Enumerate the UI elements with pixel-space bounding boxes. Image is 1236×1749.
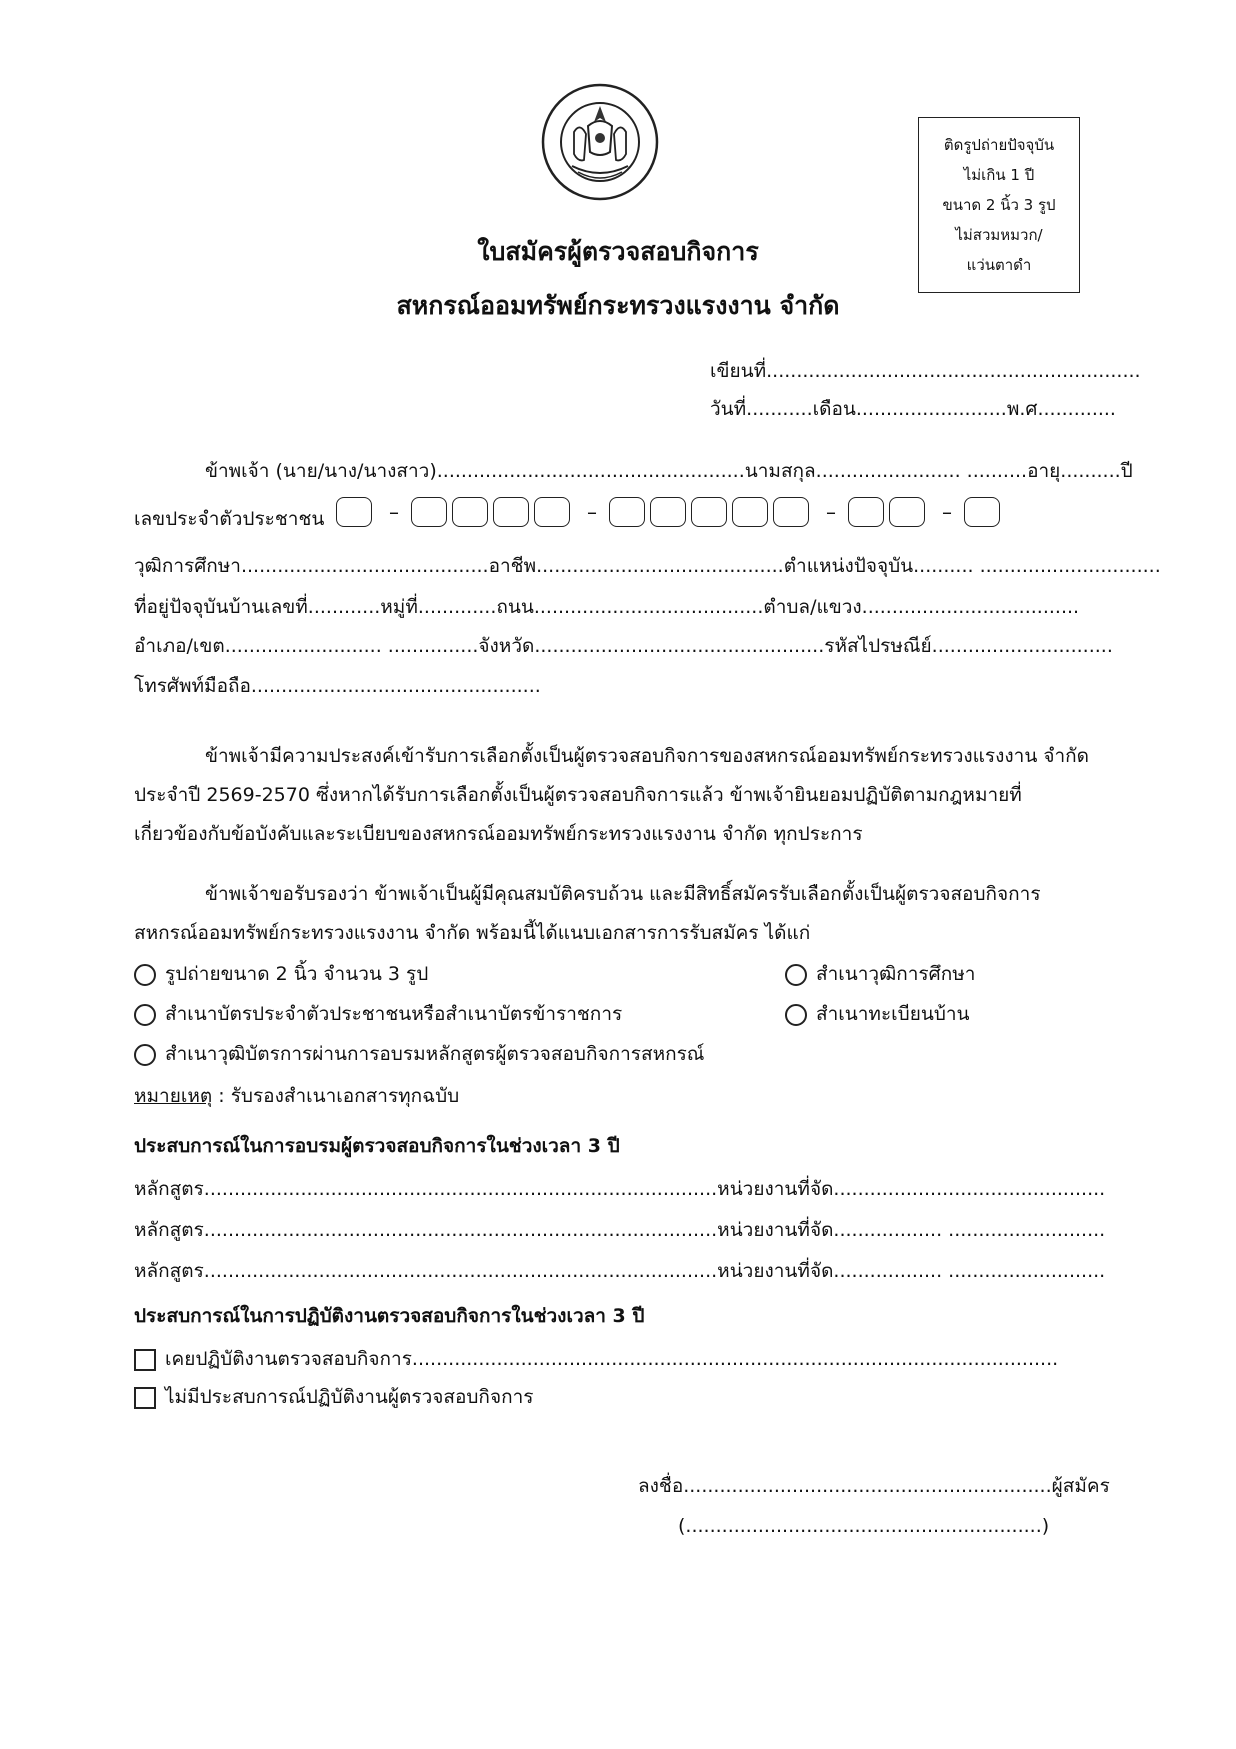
id-digit-box[interactable] — [889, 497, 925, 527]
experience-no-label: ไม่มีประสบการณ์ปฏิบัติงานผู้ตรวจสอบกิจการ — [165, 1386, 534, 1408]
radio-circle-icon[interactable] — [134, 1044, 156, 1066]
mobile-phone-field[interactable]: โทรศัพท์มือถือ................................................ — [134, 675, 541, 697]
date-field[interactable]: วันที่...........เดือน.........................พ.ศ............. — [710, 398, 1116, 420]
declaration-line: ข้าพเจ้ามีความประสงค์เข้ารับการเลือกตั้งเป็นผู้ตรวจสอบกิจการของสหกรณ์ออมทรัพย์กระทรวงแรงงาน จำกัด — [205, 745, 1090, 767]
radio-circle-icon[interactable] — [134, 1004, 156, 1026]
id-digit-box[interactable] — [732, 497, 768, 527]
printed-name-field[interactable]: (...........................................................) — [678, 1515, 1050, 1537]
doc-education-label: สำเนาวุฒิการศึกษา — [816, 963, 976, 985]
doc-photo-label: รูปถ่ายขนาด 2 นิ้ว จำนวน 3 รูป — [165, 963, 429, 985]
form-subtitle: สหกรณ์ออมทรัพย์กระทรวงแรงงาน จำกัด — [396, 291, 840, 320]
training-course-field[interactable]: หลักสูตร.....................................................................................หน่วยงานที่จัด.................. .......................... — [134, 1219, 1106, 1241]
id-separator: – — [587, 500, 597, 524]
declaration-line: ประจำปี 2569-2570 ซึ่งหากได้รับการเลือกตั้งเป็นผู้ตรวจสอบกิจการแล้ว ข้าพเจ้ายินยอมปฏิบัติตามกฎหมายที่ — [134, 784, 1022, 806]
id-digit-box[interactable] — [691, 497, 727, 527]
id-digit-box[interactable] — [773, 497, 809, 527]
doc-id-option[interactable] — [134, 1000, 622, 1028]
doc-photo-option[interactable] — [134, 960, 428, 988]
id-separator: – — [389, 500, 399, 524]
photo-note-line: ติดรูปถ่ายปัจจุบัน — [943, 136, 1055, 154]
training-course-field[interactable]: หลักสูตร.....................................................................................หน่วยงานที่จัด.................. .......................... — [134, 1260, 1106, 1282]
radio-circle-icon[interactable] — [785, 1004, 807, 1026]
declaration-line: เกี่ยวข้องกับข้อบังคับและระเบียบของสหกรณ์ออมทรัพย์กระทรวงแรงงาน จำกัด ทุกประการ — [134, 823, 863, 845]
form-title: ใบสมัครผู้ตรวจสอบกิจการ — [477, 237, 759, 266]
photo-note-line: แว่นตาดำ — [966, 256, 1032, 274]
experience-yes-option[interactable] — [134, 1345, 1058, 1373]
id-digit-box[interactable] — [534, 497, 570, 527]
checkbox-icon[interactable] — [134, 1387, 156, 1409]
radio-circle-icon[interactable] — [785, 964, 807, 986]
photo-note-line: ขนาด 2 นิ้ว 3 รูป — [942, 196, 1056, 214]
applicant-name-field[interactable]: ข้าพเจ้า (นาย/นาง/นางสาว)...................................................นามสกุล........................ ..........อายุ..........ปี — [205, 460, 1133, 482]
id-digit-box[interactable] — [848, 497, 884, 527]
doc-house-label: สำเนาทะเบียนบ้าน — [816, 1003, 970, 1025]
doc-certificate-option[interactable] — [134, 1040, 704, 1068]
experience-no-option[interactable] — [134, 1383, 533, 1411]
doc-certificate-label: สำเนาวุฒิบัตรการผ่านการอบรมหลักสูตรผู้ตรวจสอบกิจการสหกรณ์ — [165, 1043, 705, 1065]
education-occupation-field[interactable]: วุฒิการศึกษา.........................................อาชีพ.........................................ตำแหน่งปัจจุบัน.......... .............................. — [134, 555, 1161, 577]
seal-icon — [540, 82, 660, 202]
training-course-field[interactable]: หลักสูตร.....................................................................................หน่วยงานที่จัด............................................. — [134, 1178, 1106, 1200]
id-digit-box[interactable] — [411, 497, 447, 527]
id-digit-box[interactable] — [493, 497, 529, 527]
district-province-field[interactable]: อำเภอ/เขต.......................... ...............จังหวัด................................................รหัสไปรษณีย์.............................. — [134, 635, 1113, 657]
id-number-label: เลขประจำตัวประชาชน — [134, 508, 325, 530]
id-digit-box[interactable] — [609, 497, 645, 527]
signature-field[interactable]: ลงชื่อ.............................................................ผู้สมัคร — [638, 1475, 1110, 1497]
photo-note-line: ไม่เกิน 1 ปี — [963, 166, 1035, 184]
id-separator: – — [826, 500, 836, 524]
doc-education-option[interactable] — [785, 960, 975, 988]
certification-line: สหกรณ์ออมทรัพย์กระทรวงแรงงาน จำกัด พร้อมนี้ได้แนบเอกสารการรับสมัคร ได้แก่ — [134, 922, 811, 944]
note-label: หมายเหตุ — [134, 1085, 213, 1107]
certification-line: ข้าพเจ้าขอรับรองว่า ข้าพเจ้าเป็นผู้มีคุณสมบัติครบถ้วน และมีสิทธิ์สมัครรับเลือกตั้งเป็นผู้ตรวจสอบกิจการ — [205, 883, 1041, 905]
photo-note-line: ไม่สวมหมวก/ — [955, 226, 1043, 244]
training-heading: ประสบการณ์ในการอบรมผู้ตรวจสอบกิจการในช่วงเวลา 3 ปี — [134, 1135, 620, 1157]
id-digit-box[interactable] — [650, 497, 686, 527]
documents-note — [134, 1082, 459, 1110]
address-field[interactable]: ที่อยู่ปัจจุบันบ้านเลขที่............หมู่ที่.............ถนน......................................ตำบล/แขวง.................................... — [134, 596, 1080, 618]
cooperative-seal — [540, 82, 660, 202]
experience-yes-label: เคยปฏิบัติงานตรวจสอบกิจการ........................................................................................................... — [165, 1348, 1059, 1370]
id-digit-box[interactable] — [336, 497, 372, 527]
id-digit-box[interactable] — [452, 497, 488, 527]
doc-id-label: สำเนาบัตรประจำตัวประชาชนหรือสำเนาบัตรข้าราชการ — [165, 1003, 623, 1025]
id-digit-box[interactable] — [964, 497, 1000, 527]
id-number-boxes[interactable] — [336, 494, 1005, 530]
written-at-field[interactable]: เขียนที่.............................................................. — [710, 360, 1141, 382]
radio-circle-icon[interactable] — [134, 964, 156, 986]
experience-heading: ประสบการณ์ในการปฏิบัติงานตรวจสอบกิจการในช่วงเวลา 3 ปี — [134, 1305, 645, 1327]
checkbox-icon[interactable] — [134, 1349, 156, 1371]
doc-house-option[interactable] — [785, 1000, 970, 1028]
note-text: : รับรองสำเนาเอกสารทุกฉบับ — [212, 1085, 460, 1107]
id-separator: – — [942, 500, 952, 524]
